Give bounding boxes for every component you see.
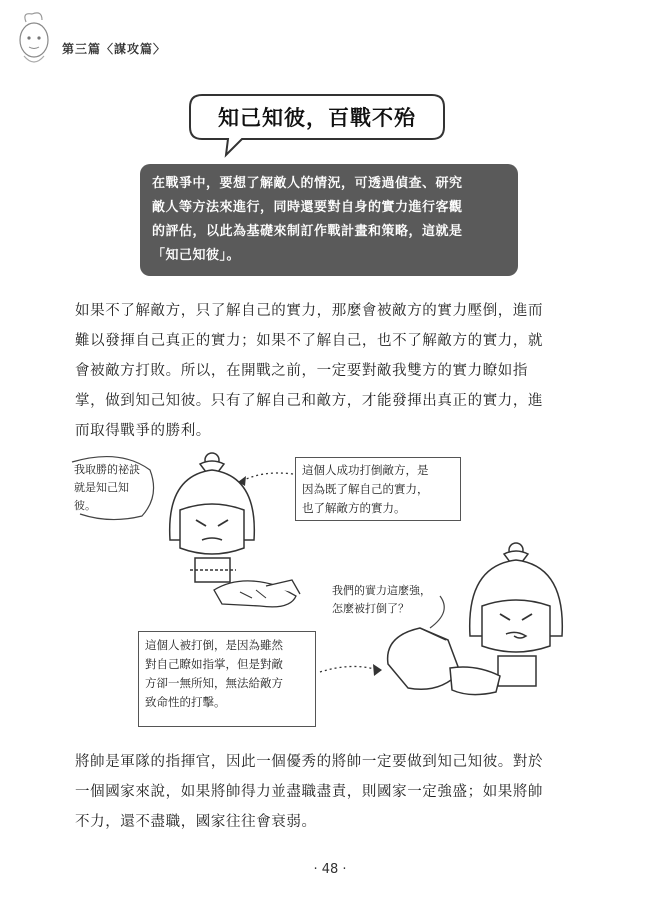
- paragraph-line: 將帥是軍隊的指揮官，因此一個優秀的將帥一定要做到知己知彼。對於: [75, 754, 544, 770]
- paragraph-line: 一個國家來說，如果將帥得力並盡職盡責，則國家一定強盛；如果將帥: [75, 784, 544, 800]
- paragraph-line: 而取得戰爭的勝利。: [75, 423, 211, 439]
- caption-line: 彼。: [74, 499, 96, 512]
- caption-line: 對自己瞭如指掌，但是對敵: [145, 657, 283, 671]
- body-paragraph-1: [75, 296, 595, 446]
- thought-text-1: [74, 461, 140, 515]
- paragraph-line: 如果不了解敵方，只了解自己的實力，那麼會被敵方的實力壓倒，進而: [75, 303, 544, 319]
- caption-line: 這個人成功打倒敵方，是: [302, 463, 429, 477]
- caption-box-2: [138, 631, 316, 727]
- page-number: · 48 ·: [313, 862, 347, 877]
- caption-line: 我們的實力這麼強，: [332, 584, 431, 597]
- caption-line: 因為既了解自己的實力，: [302, 482, 429, 496]
- summary-line: 敵人等方法來進行，同時還要對自身的實力進行客觀: [152, 200, 463, 215]
- confused-warrior: [470, 543, 563, 686]
- caption-box-1: [295, 457, 461, 521]
- caption-line: 方卻一無所知，無法給敵方: [145, 676, 283, 690]
- summary-line: 在戰爭中，要想了解敵人的情況，可透過偵查、研究: [152, 176, 463, 191]
- summary-line: 「知己知彼」。: [152, 248, 241, 263]
- mascot-icon: [12, 10, 56, 74]
- page-title: 知己知彼，百戰不殆: [218, 106, 416, 130]
- caption-line: 就是知己知: [74, 481, 129, 494]
- paragraph-line: 掌，做到知己知彼。只有了解自己和敵方，才能發揮出真正的實力，進: [75, 393, 544, 409]
- winner-warrior: [170, 453, 255, 582]
- speech-text-2: [332, 582, 431, 618]
- paragraph-line: 不力，還不盡職，國家往往會衰弱。: [75, 814, 317, 830]
- caption-line: 也了解敵方的實力。: [302, 501, 406, 515]
- body-paragraph-2: [75, 747, 595, 837]
- caption-line: 我取勝的祕訣: [74, 463, 140, 476]
- dotted-connector: [320, 666, 378, 672]
- paragraph-line: 難以發揮自己真正的實力；如果不了解自己，也不了解敵方的實力，就: [75, 333, 544, 349]
- dotted-connector: [240, 473, 293, 482]
- caption-line: 致命性的打擊。: [145, 695, 226, 709]
- summary-line: 的評估，以此為基礎來制訂作戰計畫和策略，這就是: [152, 224, 463, 239]
- summary-box: [140, 164, 518, 276]
- caption-line: 這個人被打倒，是因為雖然: [145, 638, 283, 652]
- section-header: 第三篇〈謀攻篇〉: [62, 42, 167, 56]
- caption-line: 怎麼被打倒了？: [332, 602, 409, 615]
- paragraph-line: 會被敵方打敗。所以，在開戰之前，一定要對敵我雙方的實力瞭如指: [75, 363, 528, 379]
- fallen-enemy: [214, 580, 300, 607]
